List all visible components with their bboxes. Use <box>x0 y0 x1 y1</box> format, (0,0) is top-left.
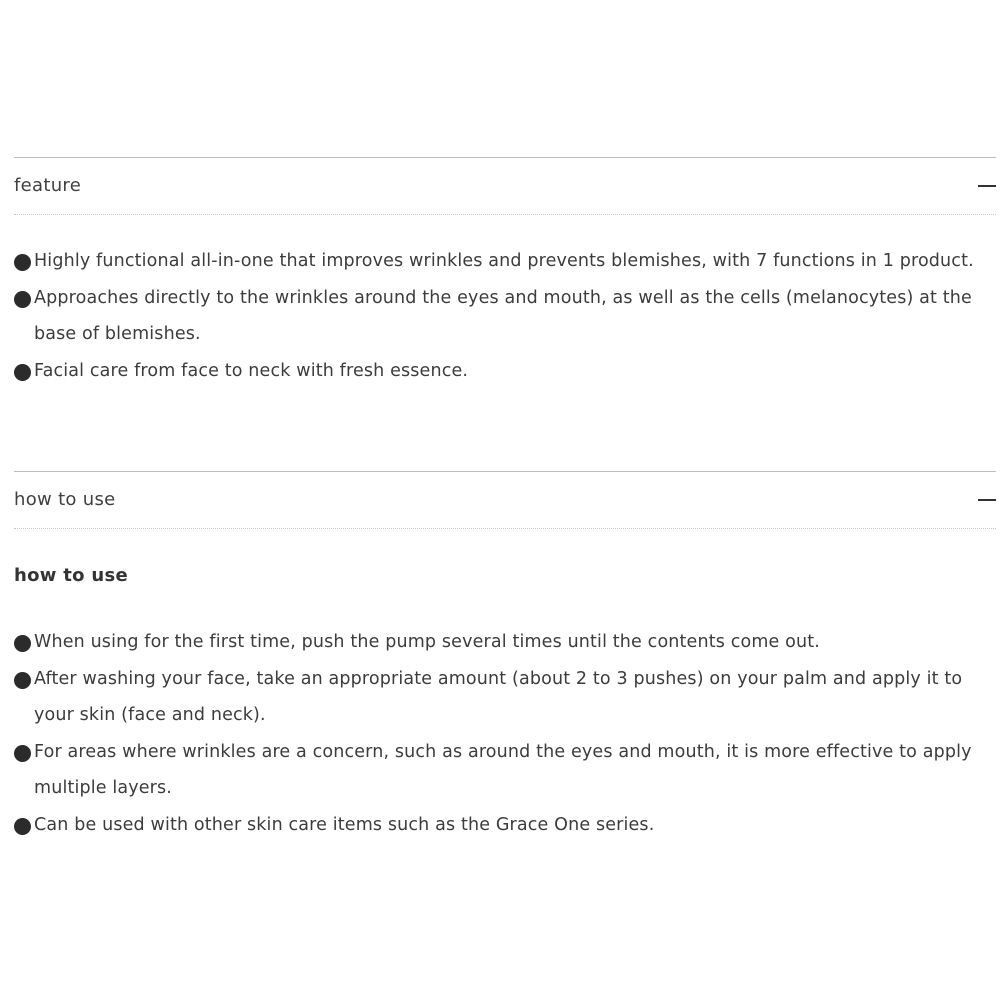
how-to-use-subheading: how to use <box>14 565 129 586</box>
list-item <box>14 661 996 734</box>
feature-header[interactable] <box>14 157 996 215</box>
bullet-icon <box>14 291 31 308</box>
list-item <box>14 734 996 807</box>
bullet-icon <box>14 745 31 762</box>
feature-list <box>14 243 996 389</box>
list-item <box>14 624 996 661</box>
list-item <box>14 353 996 390</box>
minus-icon[interactable] <box>978 499 996 501</box>
feature-title: feature <box>14 175 82 196</box>
how-to-use-content <box>14 624 996 844</box>
bullet-icon <box>14 254 31 271</box>
how-to-use-header[interactable] <box>14 471 996 529</box>
bullet-icon <box>14 635 31 652</box>
list-item <box>14 807 996 844</box>
list-item-text: Can be used with other skin care items such as the Grace One series. <box>34 814 655 835</box>
list-item-text: Highly functional all-in-one that improves wrinkles and prevents blemishes, with 7 functions in 1 product. <box>34 251 974 271</box>
bullet-icon <box>14 672 31 689</box>
list-item-text: Approaches directly to the wrinkles around the eyes and mouth, as well as the cells (melanocytes) at the base of blemishes. <box>34 287 972 345</box>
list-item-text: When using for the first time, push the pump several times until the contents come out. <box>34 632 820 652</box>
how-to-use-list <box>14 624 996 844</box>
list-item <box>14 280 996 353</box>
list-item <box>14 243 996 280</box>
bullet-icon <box>14 818 31 835</box>
list-item-text: For areas where wrinkles are a concern, such as around the eyes and mouth, it is more effective to apply multiple layers. <box>34 741 972 799</box>
bullet-icon <box>14 364 31 381</box>
list-item-text: Facial care from face to neck with fresh essence. <box>34 360 469 381</box>
feature-content <box>14 243 996 389</box>
minus-icon[interactable] <box>978 185 996 187</box>
list-item-text: After washing your face, take an appropriate amount (about 2 to 3 pushes) on your palm and apply it to your skin (face and neck). <box>34 668 963 726</box>
how-to-use-title: how to use <box>14 489 116 510</box>
